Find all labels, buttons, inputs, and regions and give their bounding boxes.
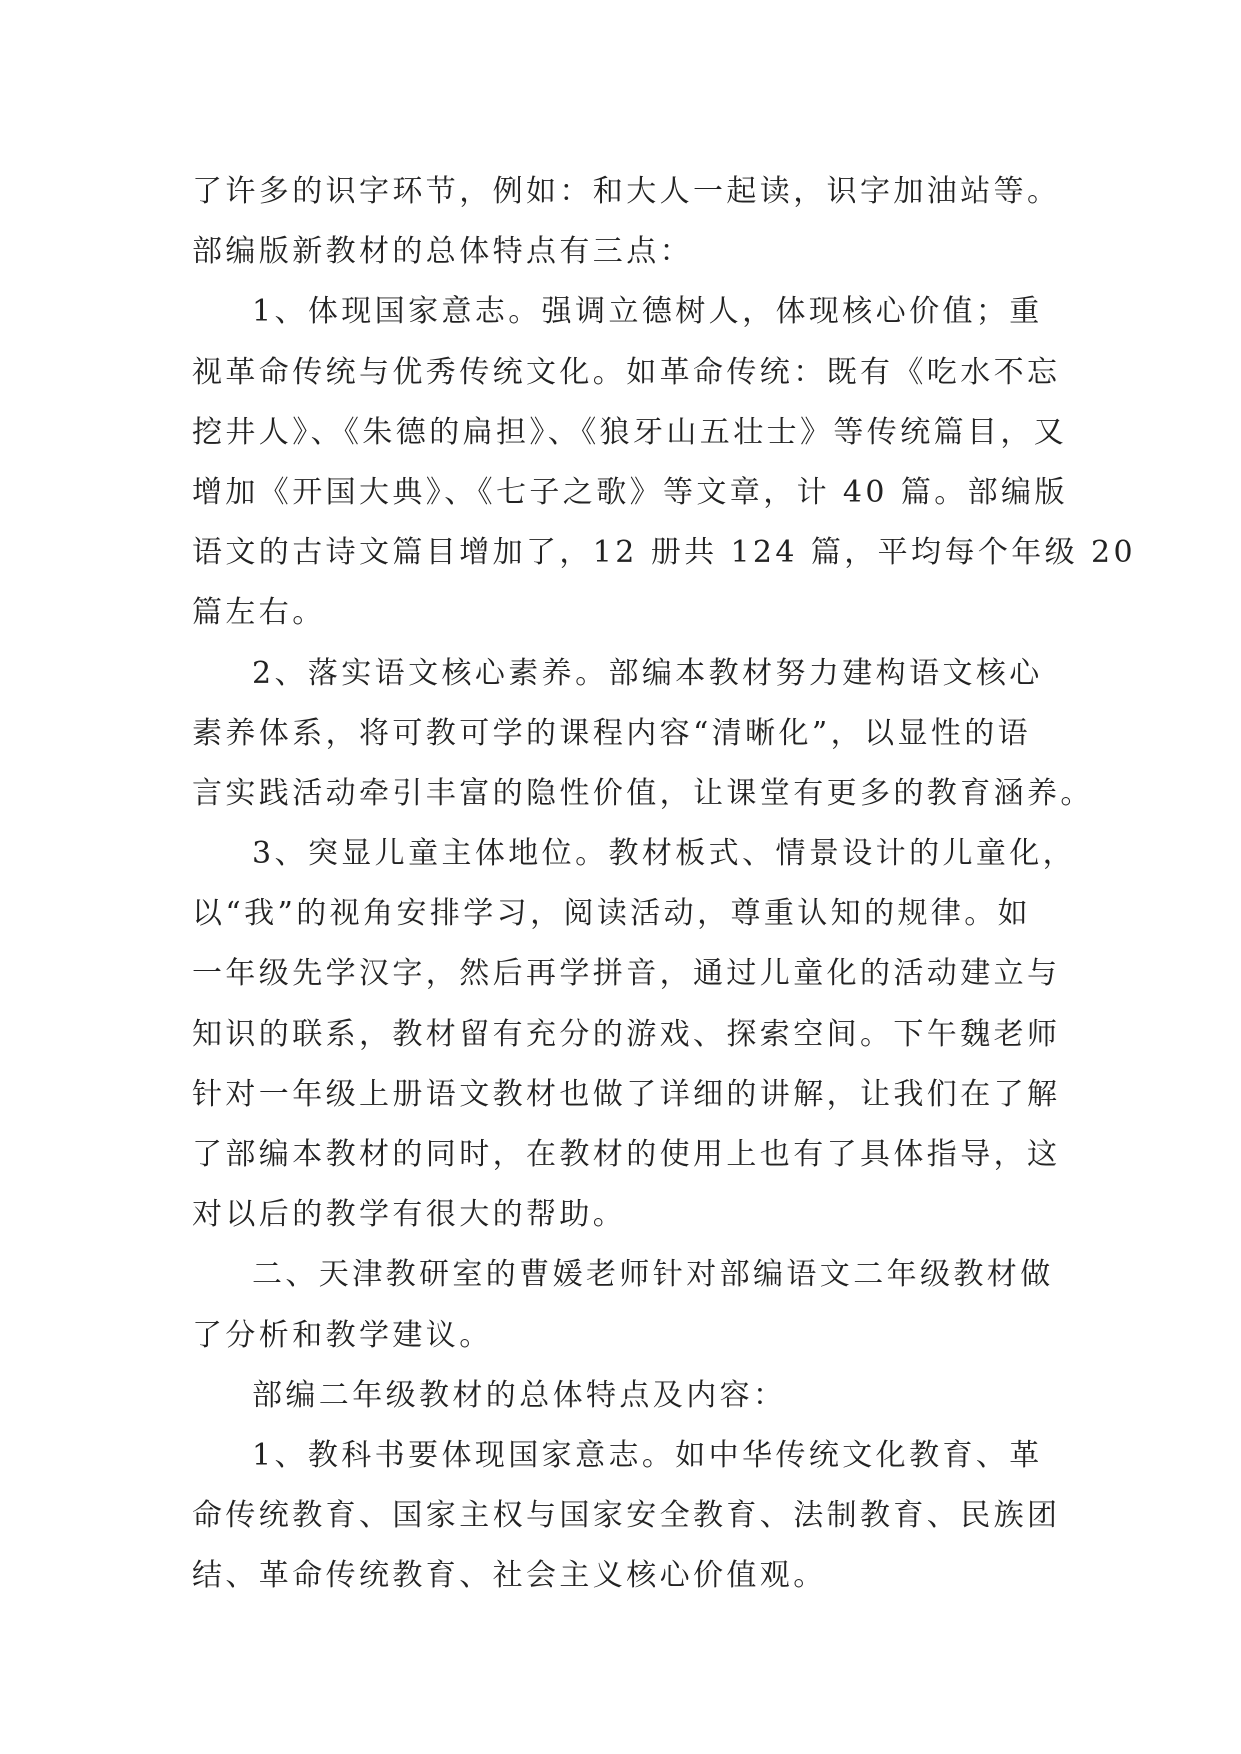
text-line: 部编二年级教材的总体特点及内容：: [252, 1377, 787, 1413]
text-line: 视革命传统与优秀传统文化。如革命传统：既有《吃水不忘: [192, 354, 1061, 390]
text-line: 结、革命传统教育、社会主义核心价值观。: [192, 1558, 827, 1594]
text-line: 3、突显儿童主体地位。教材板式、情景设计的儿童化，: [252, 836, 1077, 872]
text-line: 一年级先学汉字，然后再学拼音，通过儿童化的活动建立与: [192, 956, 1061, 992]
text-line: 对以后的教学有很大的帮助。: [192, 1197, 627, 1233]
text-line: 部编版新教材的总体特点有三点：: [192, 234, 693, 270]
text-line: 挖井人》、《朱德的扁担》、《狼牙山五壮士》等传统篇目，又: [192, 414, 1068, 450]
text-line: 二、天津教研室的曹媛老师针对部编语文二年级教材做: [252, 1257, 1054, 1293]
text-line: 以“我”的视角安排学习，阅读活动，尊重认知的规律。如: [192, 896, 1032, 932]
text-line: 言实践活动牵引丰富的隐性价值，让课堂有更多的教育涵养。: [192, 775, 1094, 811]
text-line: 1、教科书要体现国家意志。如中华传统文化教育、革: [252, 1437, 1043, 1473]
text-line: 1、体现国家意志。强调立德树人，体现核心价值；重: [252, 294, 1043, 330]
text-line: 篇左右。: [192, 595, 326, 631]
text-line: 知识的联系，教材留有充分的游戏、探索空间。下午魏老师: [192, 1016, 1061, 1052]
text-line: 了分析和教学建议。: [192, 1317, 493, 1353]
text-line: 了许多的识字环节，例如：和大人一起读，识字加油站等。: [192, 174, 1061, 209]
text-line: 2、落实语文核心素养。部编本教材努力建构语文核心: [252, 655, 1043, 691]
text-line: 语文的古诗文篇目增加了，12 册共 124 篇，平均每个年级 20: [192, 535, 1136, 571]
text-line: 了部编本教材的同时，在教材的使用上也有了具体指导，这: [192, 1137, 1061, 1172]
text-line: 增加《开国大典》、《七子之歌》等文章，计 40 篇。部编版: [192, 474, 1068, 510]
text-line: 素养体系，将可教可学的课程内容“清晰化”，以显性的语: [192, 715, 1032, 751]
document-body: [192, 162, 1136, 1607]
text-line: 针对一年级上册语文教材也做了详细的讲解，让我们在了解: [192, 1076, 1061, 1112]
text-line: 命传统教育、国家主权与国家安全教育、法制教育、民族团: [192, 1498, 1061, 1534]
